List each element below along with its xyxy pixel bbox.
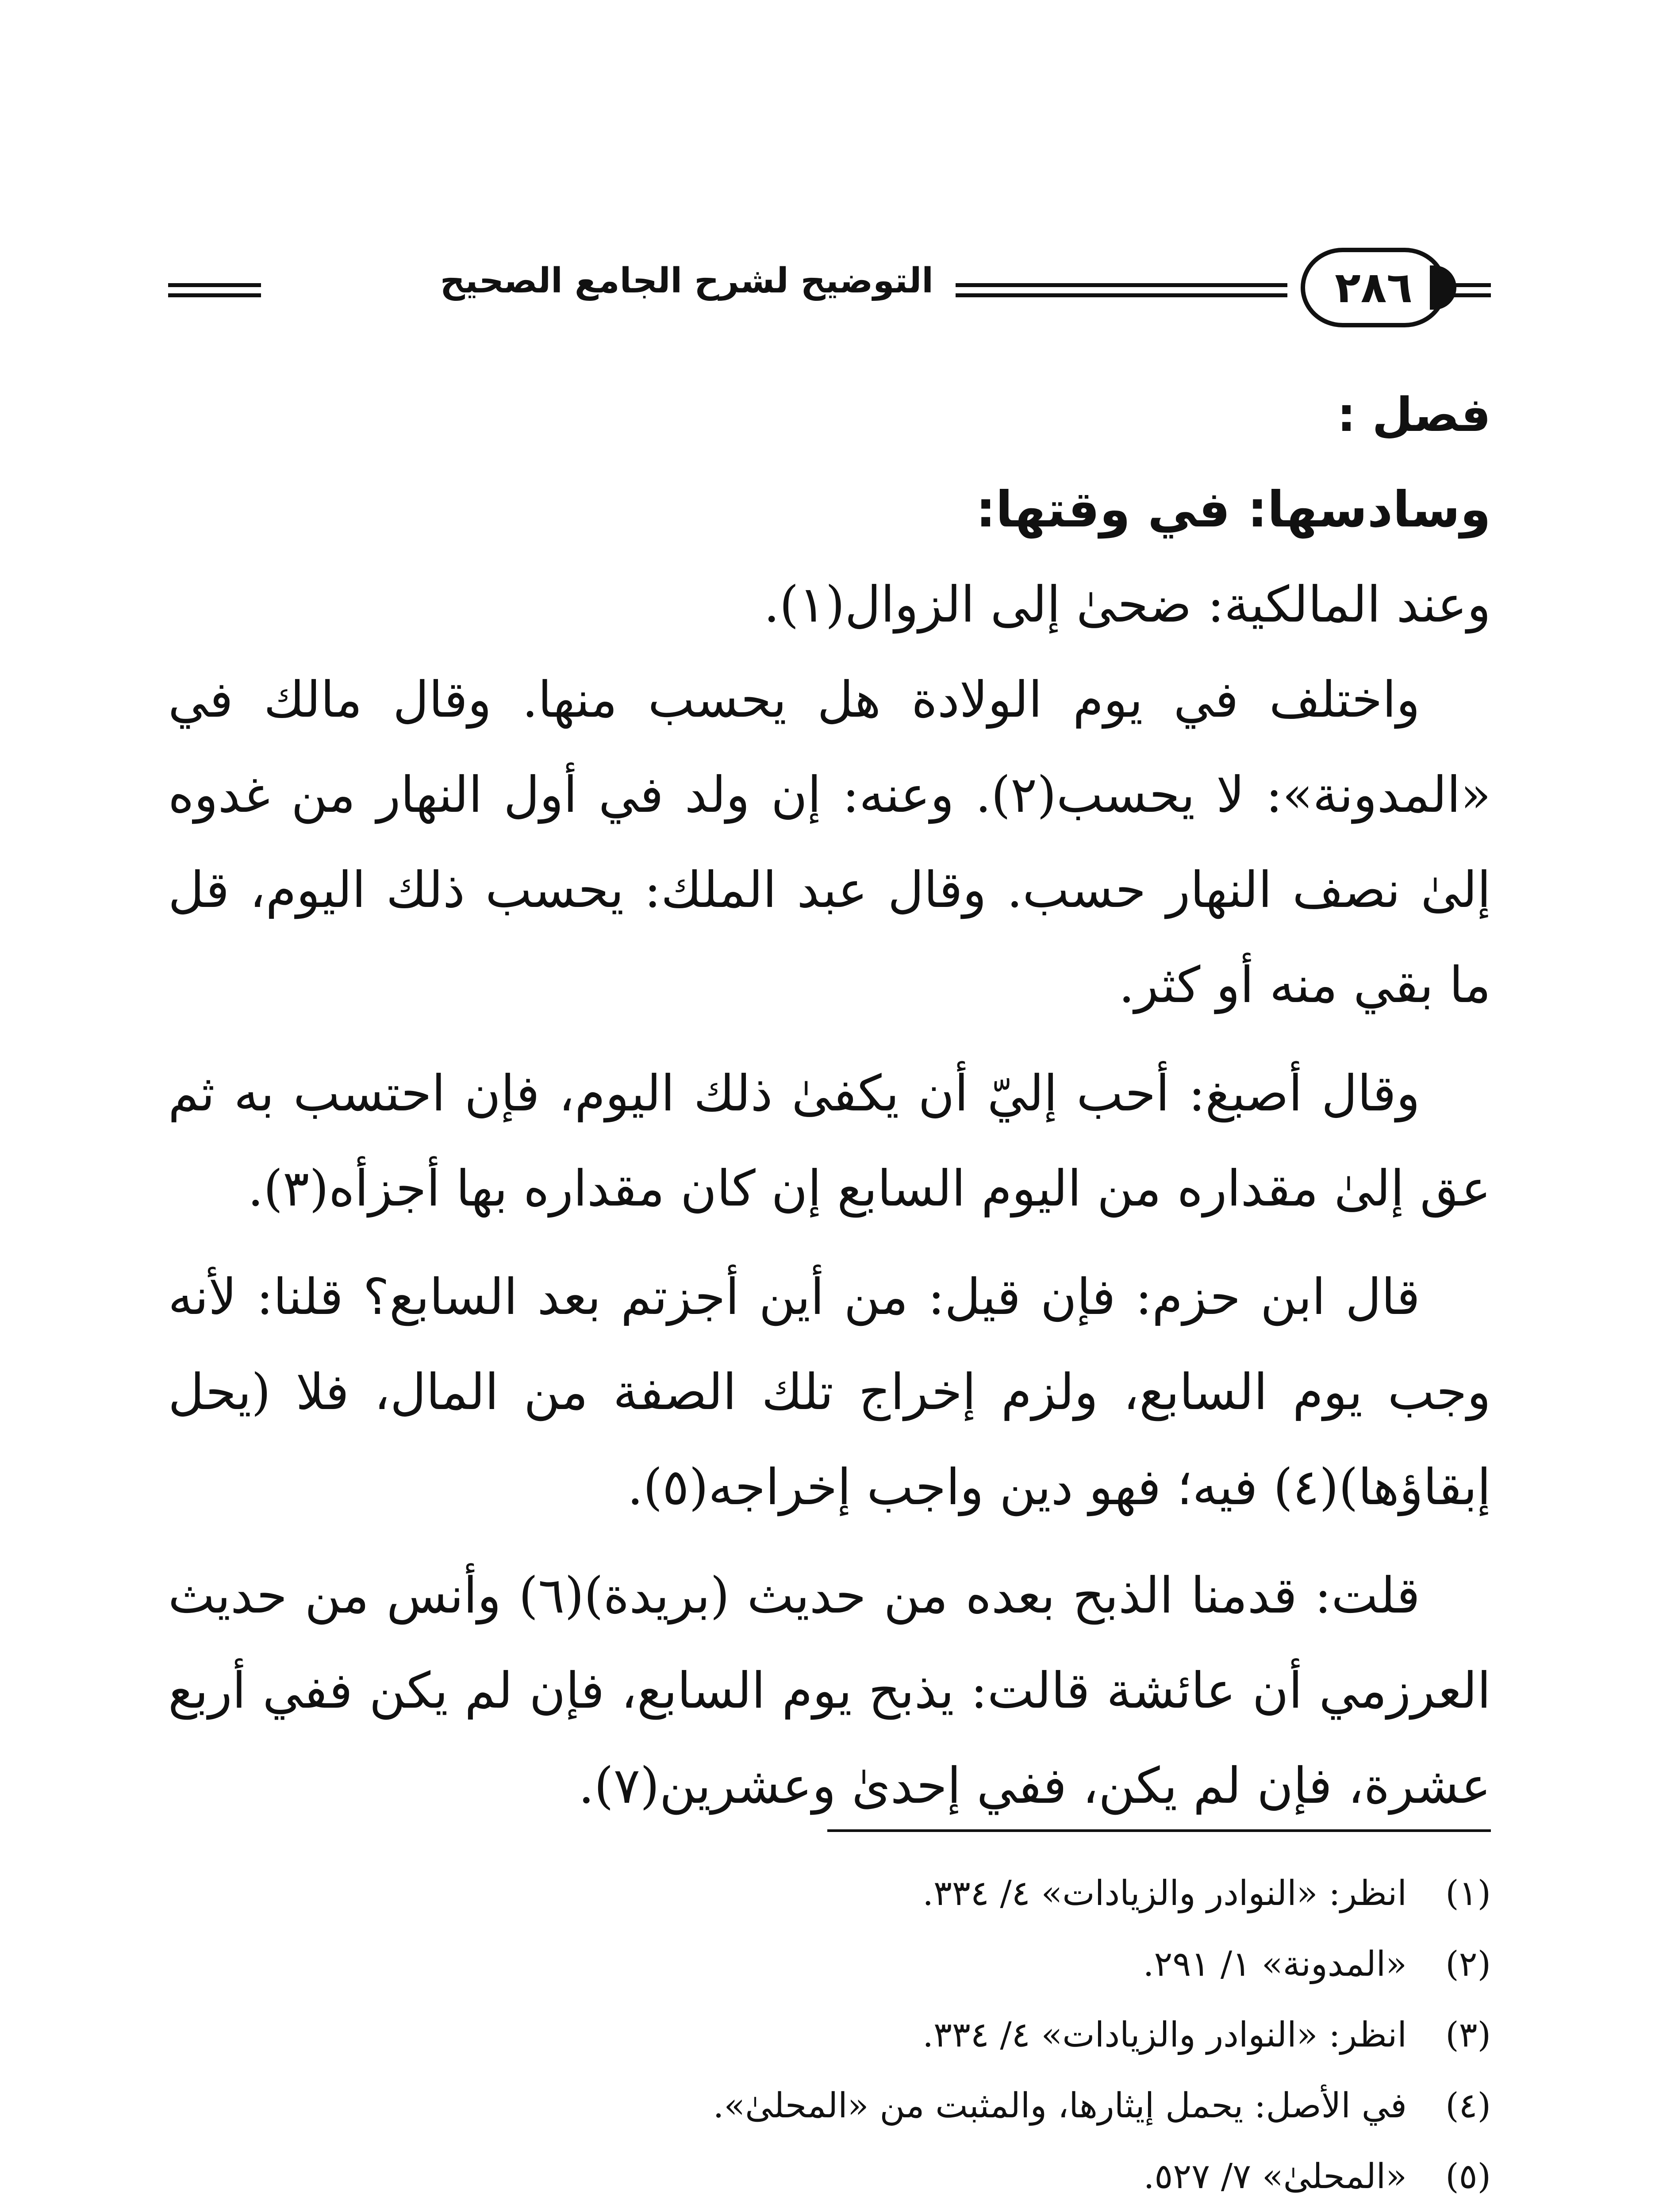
running-header [168,248,1491,332]
footnote-text: في الأصل: يحمل إيثارها، والمثبت من «المحلىٰ». [713,2086,1407,2126]
footnote-text: «المدونة» ١/ ٢٩١. [1143,1944,1407,1984]
page-number: ٢٨٦ [1301,248,1447,327]
footnote [168,2070,1491,2141]
footnote-text: «المحلىٰ» ٧/ ٥٢٧. [1143,2157,1407,2197]
footnote-number: (٢) [1445,1944,1491,1984]
paragraph: واختلف في يوم الولادة هل يحسب منها. وقال مالك في «المدونة»: لا يحسب(٢). وعنه: إن ولد في أول النهار من غدوه إلىٰ نصف النهار حسب. وقال عبد الملك: يحسب ذلك اليوم، قل ما بقي منه أو كثر. [168,671,1491,1014]
footnote-text: انظر: «النوادر والزيادات» ٤/ ٣٣٤. [922,2015,1407,2055]
footnote-number: (٤) [1445,2086,1491,2126]
paragraph: وقال أصبغ: أحب إليّ أن يكفىٰ ذلك اليوم، فإن احتسب به ثم عق إلىٰ مقداره من اليوم السابع إن كان مقداره بها أجزأه(٣). [168,1065,1491,1217]
footnote-text: انظر: «النوادر والزيادات» ٤/ ٣٣٤. [922,1874,1407,1913]
subsection-heading: وسادسها: في وقتها: [975,481,1491,538]
section-heading: فصل : [1337,388,1491,442]
header-rule-left [168,283,261,287]
main-text [168,367,1491,1847]
footnotes [168,1858,1491,2212]
paragraph-line: وعند المالكية: ضحىٰ إلى الزوال(١). [764,576,1491,634]
footnote [168,1929,1491,2000]
paragraph: قال ابن حزم: فإن قيل: من أين أجزتم بعد السابع؟ قلنا: لأنه وجب يوم السابع، ولزم إخراج تلك الصفة من المال، فلا (يحل إبقاؤها)(٤) فيه؛ فهو دين واجب إخراجه(٥). [168,1268,1491,1516]
footnote-number: (٥) [1445,2157,1491,2197]
footnote [168,2000,1491,2070]
footnote [168,2141,1491,2212]
footnote [168,1858,1491,1929]
paragraph: قلت: قدمنا الذبح بعده من حديث (بريدة)(٦) وأنس من حديث العرزمي أن عائشة قالت: يذبح يوم السابع، فإن لم يكن ففي أربع عشرة، فإن لم يكن، ففي إحدىٰ وعشرين(٧). [168,1567,1491,1815]
running-title: التوضيح لشرح الجامع الصحيح [440,261,933,301]
footnote-separator [827,1829,1491,1832]
footnote-number: (١) [1445,1874,1491,1913]
header-rule-middle [956,283,1287,287]
footnote-number: (٣) [1445,2015,1491,2055]
